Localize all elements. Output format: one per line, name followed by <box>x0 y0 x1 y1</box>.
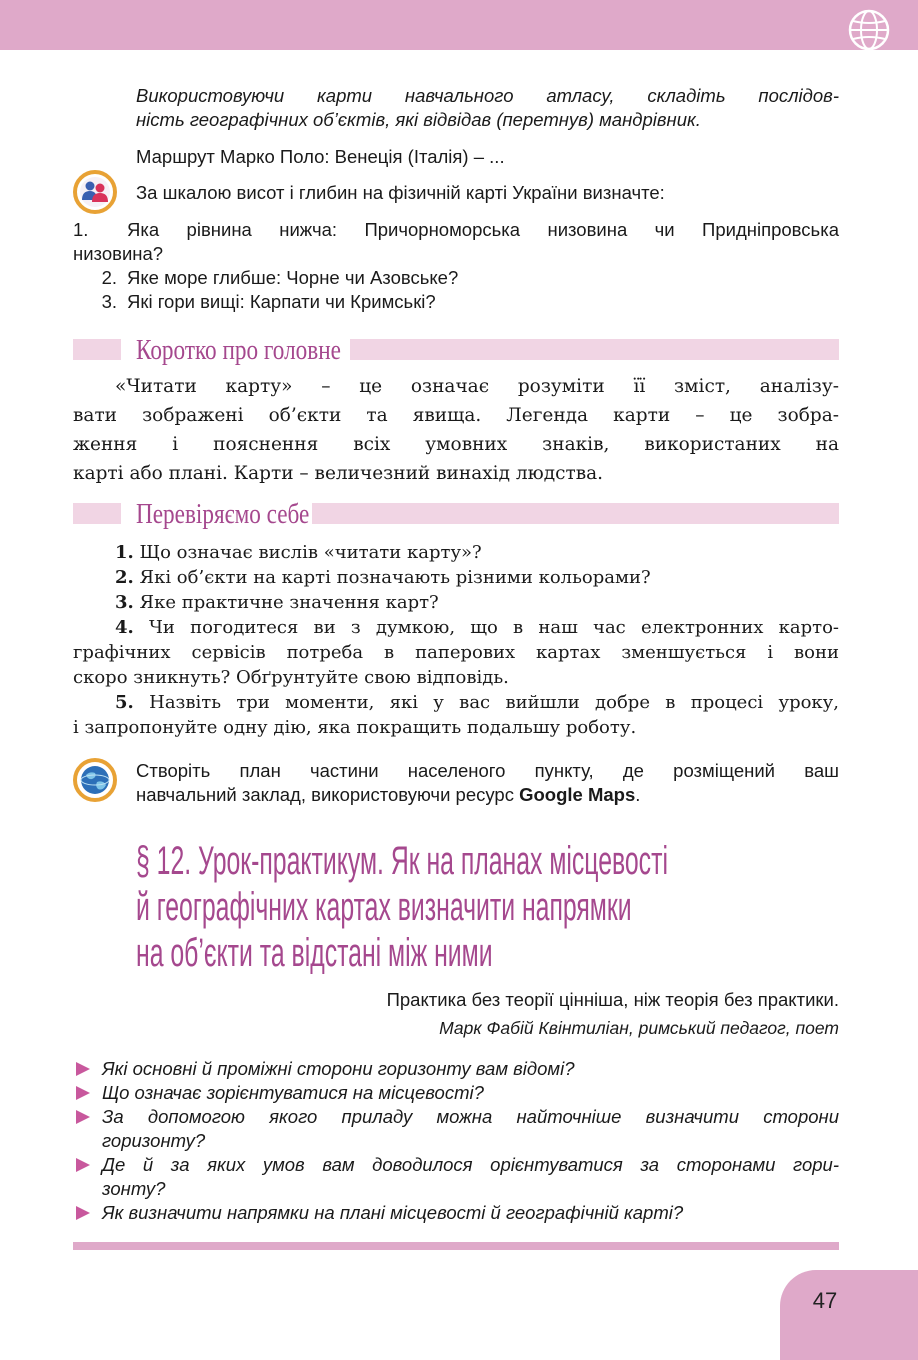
group-people-icon <box>73 170 117 214</box>
summary-line-4: карті або плані. Карти – величезний винахід людства. <box>73 463 604 484</box>
page-number: 47 <box>812 1288 838 1313</box>
lesson-question-3-line-1: За допомогою якого приладу можна найточніше визначити сторони <box>102 1106 839 1127</box>
lesson-question-5: Як визначити напрямки на плані місцевості й географічній карті? <box>102 1202 684 1223</box>
question-text: Чи погодитеся ви з думкою, що в наш час електронних карто- <box>149 617 839 638</box>
item-text: Яке море глибше: Чорне чи Азовське? <box>127 267 459 288</box>
self-check-q1 <box>115 540 482 565</box>
bullet-arrow-icon <box>76 1086 90 1100</box>
section-band-right <box>312 503 839 524</box>
globe-icon <box>848 9 890 51</box>
question-number: 5. <box>115 692 134 713</box>
section-band-right <box>350 339 839 360</box>
lesson-title-line-2: й географічних картах визначити напрямки <box>136 885 632 929</box>
question-number: 2. <box>115 567 134 588</box>
lesson-question-4-line-2: зонту? <box>102 1178 166 1199</box>
self-check-q4-line-2: графічних сервісів потреба в паперових картах зменшується і вони <box>73 642 839 663</box>
question-text: Яке практичне значення карт? <box>139 592 439 613</box>
web-task-line-2 <box>136 783 640 807</box>
question-number: 4. <box>115 617 134 638</box>
globe-web-icon <box>73 758 117 802</box>
question-number: 1. <box>115 542 134 563</box>
lesson-question-2: Що означає зорієнтуватися на місцевості? <box>102 1082 484 1103</box>
group-task-item-3 <box>73 290 436 314</box>
group-task-item-1-line-1 <box>73 218 839 242</box>
self-check-q3 <box>115 590 439 615</box>
self-check-q2 <box>115 565 651 590</box>
lesson-question-1: Які основні й проміжні сторони горизонту вам відомі? <box>102 1058 575 1079</box>
web-task-text: навчальний заклад, використовуючи ресурс <box>136 784 520 805</box>
item-number: 2. <box>101 267 117 288</box>
question-number: 3. <box>115 592 134 613</box>
item-text: Які гори вищі: Карпати чи Кримські? <box>127 291 436 312</box>
lesson-question-3-line-2: горизонту? <box>102 1130 206 1151</box>
item-number: 3. <box>101 291 117 312</box>
item-number: 1. <box>73 219 89 240</box>
self-check-heading: Перевіряємо себе <box>136 498 310 530</box>
item-text: Яка рівнина нижча: Причорноморська низовина чи Придніпровська <box>127 219 839 240</box>
question-text: Що означає вислів «читати карту»? <box>139 542 482 563</box>
group-task-prompt: За шкалою висот і глибин на фізичній карті України визначте: <box>136 182 665 203</box>
bullet-arrow-icon <box>76 1158 90 1172</box>
self-check-q4-line-1 <box>73 615 839 640</box>
web-task-line-1: Створіть план частини населеного пункту, де розміщений ваш <box>136 760 839 781</box>
route-line: Маршрут Марко Поло: Венеція (Італія) – ... <box>136 146 505 167</box>
google-maps-resource: Google Maps <box>519 784 636 805</box>
bullet-arrow-icon <box>76 1206 90 1220</box>
self-check-q4-line-3: скоро зникнуть? Обґрунтуйте свою відповідь. <box>73 667 509 688</box>
bullet-arrow-icon <box>76 1062 90 1076</box>
section-band-left <box>73 339 121 360</box>
web-task-period: . <box>635 784 641 805</box>
page-number-tab <box>780 1270 918 1360</box>
bottom-divider <box>73 1242 839 1250</box>
question-text: Які об’єкти на карті позначають різними кольорами? <box>139 567 651 588</box>
intro-task-line-2: ність географічних об’єктів, які відвідав (перетнув) мандрівник. <box>136 109 701 130</box>
lesson-question-4-line-1: Де й за яких умов вам доводилося орієнтуватися за сторонами гори- <box>102 1154 839 1175</box>
self-check-q5-line-1 <box>73 690 839 715</box>
summary-line-1: «Читати карту» – це означає розуміти її зміст, аналізу- <box>115 376 839 397</box>
question-text: Назвіть три моменти, які у вас вийшли добре в процесі уроку, <box>149 692 839 713</box>
group-task-item-2 <box>73 266 458 290</box>
summary-line-2: вати зображені об’єкти та явища. Легенда карти – це зобра- <box>73 405 839 426</box>
intro-task-line-1: Використовуючи карти навчального атласу, складіть послідов- <box>136 85 839 106</box>
summary-heading: Коротко про головне <box>136 334 341 366</box>
self-check-q5-line-2: і запропонуйте одну дію, яка покращить подальшу роботу. <box>73 717 637 738</box>
lesson-title-line-1: § 12. Урок-практикум. Як на планах місцевості <box>136 839 668 883</box>
section-band-left <box>73 503 121 524</box>
summary-line-3: ження і пояснення всіх умовних знаків, використаних на <box>73 434 839 455</box>
group-task-item-1-line-2: низовина? <box>73 243 164 264</box>
epigraph-author: Марк Фабій Квінтиліан, римський педагог, поет <box>439 1018 839 1038</box>
epigraph-quote: Практика без теорії цінніша, ніж теорія без практики. <box>386 989 839 1010</box>
bullet-arrow-icon <box>76 1110 90 1124</box>
top-header-bar <box>0 0 918 50</box>
lesson-title-line-3: на об’єкти та відстані між ними <box>136 931 493 975</box>
